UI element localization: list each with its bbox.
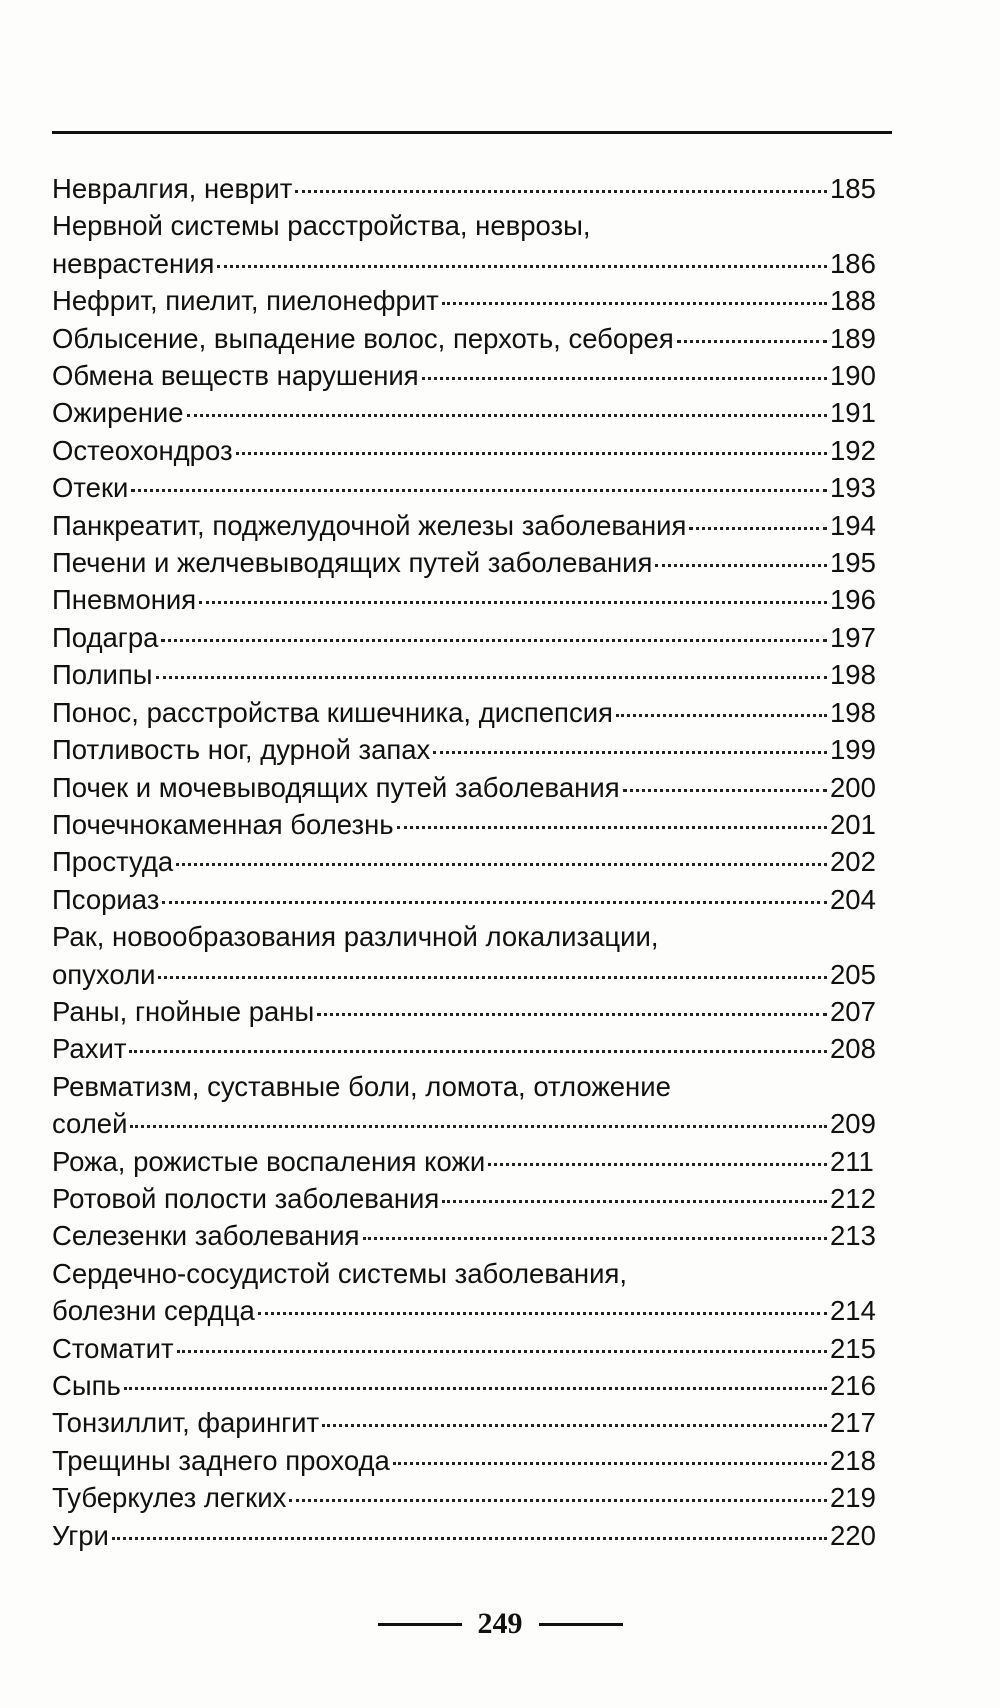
dot-leader — [177, 1350, 827, 1353]
toc-entry-line — [52, 769, 884, 806]
dot-leader — [422, 377, 827, 380]
toc-entry-title: Угри — [52, 1519, 109, 1551]
toc-entry-line — [52, 694, 884, 731]
dot-leader — [258, 1312, 827, 1315]
toc-entry-title: Подагра — [52, 621, 159, 653]
toc-entry-title: солей — [52, 1108, 128, 1140]
toc-entry-line — [52, 170, 884, 207]
toc-entry-line — [52, 1030, 884, 1067]
toc-entry-line — [52, 843, 884, 880]
dot-leader — [217, 265, 827, 268]
toc-entry-page: 201 — [830, 808, 876, 840]
page-footer — [0, 1607, 1000, 1641]
toc-entry — [52, 993, 884, 1030]
toc-entry — [52, 769, 884, 806]
toc-entry-title: Туберкулез легких — [52, 1482, 287, 1514]
toc-entry-title: Почечнокаменная болезнь — [52, 808, 394, 840]
toc-entry — [52, 357, 884, 394]
page-number: 249 — [477, 1607, 523, 1640]
toc-entry — [52, 843, 884, 880]
dot-leader — [433, 751, 827, 754]
toc-entry — [52, 731, 884, 768]
toc-entry-title: Понос, расстройства кишечника, диспепсия — [52, 696, 613, 728]
toc-entry — [52, 432, 884, 469]
toc-entry-title: Псориаз — [52, 883, 160, 915]
toc-entry-line — [52, 1517, 884, 1554]
toc-entry — [52, 207, 884, 282]
dot-leader — [112, 1537, 827, 1540]
toc-entry-line — [52, 1255, 884, 1292]
dot-leader — [162, 901, 827, 904]
toc-entry-page: 199 — [830, 734, 876, 766]
toc-entry-line — [52, 282, 884, 319]
dot-leader — [397, 826, 827, 829]
toc-entry — [52, 282, 884, 319]
footer-dash-left — [378, 1623, 462, 1626]
toc-entry-line — [52, 357, 884, 394]
toc-entry-page: 190 — [830, 360, 876, 392]
toc-entry-line — [52, 918, 884, 955]
dot-leader — [124, 1387, 827, 1390]
toc-entry-line — [52, 1330, 884, 1367]
toc-entry-line — [52, 320, 884, 357]
toc-entry-line — [52, 507, 884, 544]
toc-entry-line — [52, 394, 884, 431]
toc-entry — [52, 1143, 884, 1180]
dot-leader — [488, 1163, 827, 1166]
dot-leader — [322, 1424, 827, 1427]
toc-entry-line — [52, 1292, 884, 1329]
dot-leader — [199, 601, 827, 604]
toc-entry-title: Обмена веществ нарушения — [52, 360, 419, 392]
toc-entry-title: Простуда — [52, 846, 174, 878]
toc-entry — [52, 544, 884, 581]
toc-entry — [52, 1030, 884, 1067]
toc-entry — [52, 1068, 884, 1143]
toc-entry-title: Раны, гнойные раны — [52, 995, 315, 1027]
toc-entry-page: 185 — [830, 173, 876, 204]
toc-entry-title: Облысение, выпадение волос, перхоть, себорея — [52, 322, 674, 354]
toc-entry-page: 191 — [830, 397, 876, 429]
toc-entry — [52, 394, 884, 431]
toc-entry — [52, 320, 884, 357]
toc-entry-title: Рахит — [52, 1033, 127, 1065]
toc-entry-title: Потливость ног, дурной запах — [52, 734, 431, 766]
toc-entry — [52, 1404, 884, 1441]
dot-leader — [289, 1499, 827, 1502]
toc-entry-page: 211 — [830, 1145, 874, 1177]
toc-entry-title: Ожирение — [52, 397, 184, 429]
toc-entry — [52, 881, 884, 918]
toc-entry — [52, 806, 884, 843]
toc-entry-title: Ревматизм, суставные боли, ломота, отложение — [52, 1070, 671, 1102]
dot-leader — [187, 414, 827, 417]
toc-entry-page: 213 — [830, 1220, 876, 1252]
toc-entry-title: Тонзиллит, фарингит — [52, 1407, 320, 1439]
toc-entry-title: Селезенки заболевания — [52, 1220, 360, 1252]
toc-entry — [52, 694, 884, 731]
dot-leader — [156, 676, 827, 679]
toc-entry-title: Сыпь — [52, 1370, 121, 1401]
toc-entry-page: 186 — [830, 247, 876, 279]
toc-entry-page: 214 — [830, 1295, 876, 1327]
toc-entry — [52, 1517, 884, 1554]
toc-entry-line — [52, 1217, 884, 1254]
toc-entry-title: Нервной системы расстройства, неврозы, — [52, 210, 591, 242]
toc-entry-title: Полипы — [52, 659, 153, 691]
toc-entry — [52, 1442, 884, 1479]
dot-leader — [393, 1462, 827, 1465]
dot-leader — [616, 714, 827, 717]
toc-entry-title: Почек и мочевыводящих путей заболевания — [52, 771, 620, 803]
toc-entry-page: 200 — [830, 771, 876, 803]
toc-entry-line — [52, 806, 884, 843]
toc-entry-line — [52, 1180, 884, 1217]
toc-entry-line — [52, 245, 884, 282]
toc-entry-title: Панкреатит, поджелудочной железы заболевания — [52, 509, 687, 541]
dot-leader — [131, 489, 827, 492]
toc-entry-title: Остеохондроз — [52, 434, 233, 466]
dot-leader — [130, 1125, 827, 1128]
toc-entry-page: 198 — [830, 696, 876, 728]
dot-leader — [176, 863, 827, 866]
toc-entry — [52, 1217, 884, 1254]
toc-entry-page: 219 — [830, 1482, 876, 1514]
toc-entry-title: Ротовой полости заболевания — [52, 1182, 440, 1214]
dot-leader — [295, 190, 827, 193]
toc-entry-line — [52, 1367, 884, 1404]
toc-entry-line — [52, 1442, 884, 1479]
toc-entry-title: Рожа, рожистые воспаления кожи — [52, 1145, 486, 1177]
table-of-contents — [52, 170, 884, 1554]
toc-entry-line — [52, 619, 884, 656]
toc-entry-page: 208 — [830, 1033, 876, 1065]
toc-entry-line — [52, 432, 884, 469]
toc-entry-line — [52, 656, 884, 693]
dot-leader — [442, 302, 827, 305]
toc-entry-page: 189 — [830, 322, 876, 354]
dot-leader — [317, 1013, 827, 1016]
toc-entry — [52, 1367, 884, 1404]
toc-entry-page: 207 — [830, 995, 876, 1027]
toc-entry-page: 197 — [830, 621, 876, 653]
dot-leader — [161, 639, 827, 642]
toc-entry-line — [52, 469, 884, 506]
dot-leader — [363, 1237, 827, 1240]
toc-entry — [52, 469, 884, 506]
toc-entry-title: болезни сердца — [52, 1295, 255, 1327]
toc-entry-title: Сердечно-сосудистой системы заболевания, — [52, 1257, 628, 1289]
toc-entry-line — [52, 207, 884, 244]
toc-entry-line — [52, 956, 884, 993]
toc-entry-page: 216 — [830, 1370, 876, 1401]
toc-entry-title: Пневмония — [52, 584, 197, 616]
toc-entry-line — [52, 1404, 884, 1441]
toc-entry-title: опухоли — [52, 958, 156, 990]
toc-entry-line — [52, 1143, 884, 1180]
dot-leader — [129, 1050, 827, 1053]
toc-entry-title: неврастения — [52, 247, 215, 279]
toc-entry-page: 196 — [830, 584, 876, 616]
toc-entry-page: 215 — [830, 1332, 876, 1364]
dot-leader — [158, 976, 827, 979]
toc-entry — [52, 656, 884, 693]
toc-entry-page: 218 — [830, 1444, 876, 1476]
toc-entry-line — [52, 581, 884, 618]
toc-entry-page: 194 — [830, 509, 876, 541]
toc-entry — [52, 1255, 884, 1330]
toc-entry-page: 220 — [830, 1519, 876, 1551]
dot-leader — [623, 789, 827, 792]
toc-entry-title: Печени и желчевыводящих путей заболевания — [52, 547, 653, 579]
dot-leader — [689, 527, 827, 530]
toc-entry-page: 209 — [830, 1108, 876, 1140]
toc-entry-page: 192 — [830, 434, 876, 466]
toc-entry — [52, 170, 884, 207]
toc-entry-page: 204 — [830, 883, 876, 915]
toc-entry-title: Рак, новообразования различной локализации, — [52, 921, 659, 953]
toc-entry-line — [52, 1479, 884, 1516]
toc-entry — [52, 918, 884, 993]
toc-entry-line — [52, 731, 884, 768]
toc-entry-title: Отеки — [52, 472, 129, 504]
dot-leader — [236, 452, 827, 455]
toc-entry-page: 212 — [830, 1182, 876, 1214]
toc-entry-line — [52, 1068, 884, 1105]
toc-entry — [52, 619, 884, 656]
dot-leader — [655, 564, 827, 567]
toc-entry-line — [52, 544, 884, 581]
toc-entry-title: Стоматит — [52, 1332, 174, 1364]
toc-entry-line — [52, 881, 884, 918]
toc-entry-line — [52, 993, 884, 1030]
toc-entry — [52, 1180, 884, 1217]
top-rule — [52, 131, 892, 134]
dot-leader — [442, 1200, 827, 1203]
dot-leader — [677, 340, 827, 343]
toc-entry-page: 193 — [830, 472, 876, 504]
toc-entry-line — [52, 1105, 884, 1142]
toc-entry — [52, 507, 884, 544]
footer-dash-right — [539, 1623, 623, 1626]
toc-entry-title: Невралгия, неврит — [52, 173, 293, 204]
toc-entry-page: 205 — [830, 958, 876, 990]
toc-entry-page: 198 — [830, 659, 876, 691]
toc-entry-title: Трещины заднего прохода — [52, 1444, 390, 1476]
toc-entry-page: 188 — [830, 285, 876, 317]
toc-entry — [52, 1330, 884, 1367]
toc-entry-page: 202 — [830, 846, 876, 878]
toc-entry-title: Нефрит, пиелит, пиелонефрит — [52, 285, 439, 317]
toc-entry — [52, 581, 884, 618]
toc-entry-page: 217 — [830, 1407, 876, 1439]
toc-entry-page: 195 — [830, 547, 876, 579]
toc-entry — [52, 1479, 884, 1516]
